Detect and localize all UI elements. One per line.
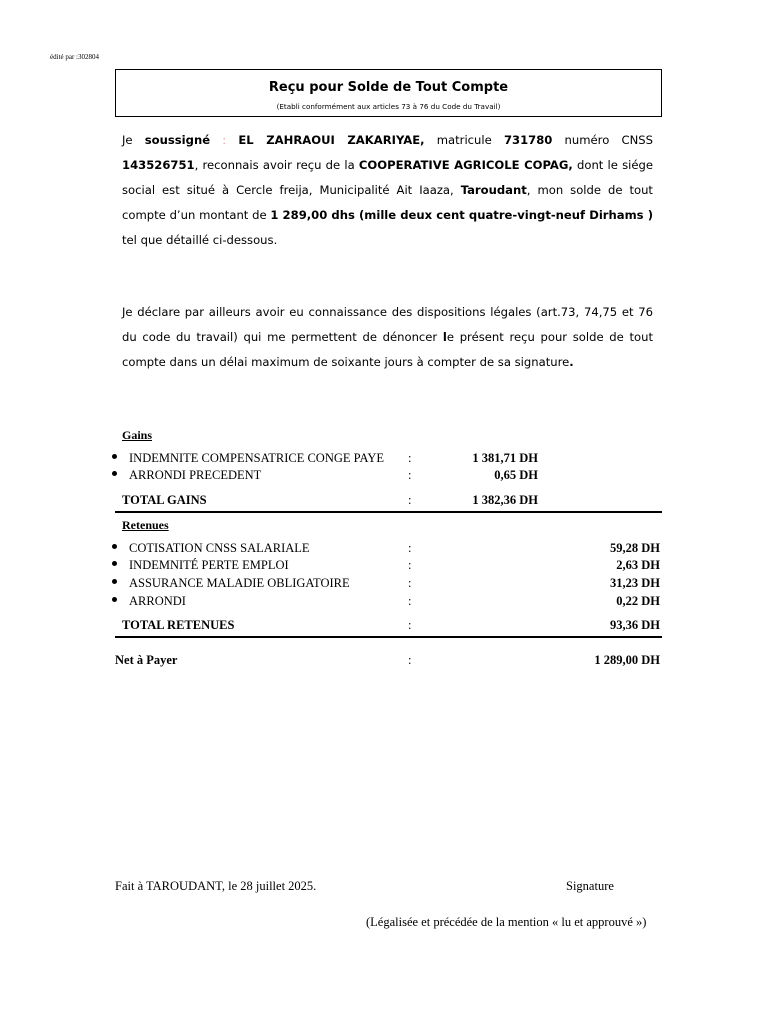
total-retenues-amount: 93,36 DH bbox=[610, 618, 660, 632]
row-colon: : bbox=[408, 618, 412, 632]
text-segment: tel que détaillé ci-dessous. bbox=[122, 233, 278, 247]
legal-paragraph bbox=[122, 300, 653, 375]
row-colon: : bbox=[408, 468, 412, 482]
text-bold: soussigné bbox=[144, 133, 211, 147]
total-retenues-row bbox=[0, 617, 768, 633]
row-label: COTISATION CNSS SALARIALE bbox=[129, 541, 310, 555]
retenues-section-title: Retenues bbox=[122, 518, 169, 532]
edited-by-note: édité par :302804 bbox=[50, 53, 99, 61]
text-segment: Je déclare par ailleurs avoir eu connaissance des dispositions légales (art.73, 74,75 et 76 du code du travail) qui me permettent de dénoncer bbox=[122, 305, 653, 344]
matricule-number: 731780 bbox=[503, 133, 553, 147]
row-amount: 59,28 DH bbox=[610, 541, 660, 555]
net-to-pay-label: Net à Payer bbox=[115, 653, 178, 667]
row-amount: 2,63 DH bbox=[616, 558, 660, 572]
document-title: Reçu pour Solde de Tout Compte bbox=[268, 80, 509, 95]
row-colon: : bbox=[408, 576, 412, 590]
net-to-pay-amount: 1 289,00 DH bbox=[594, 653, 660, 667]
text-segment: : bbox=[210, 133, 239, 147]
bullet-icon bbox=[112, 471, 117, 476]
bullet-icon bbox=[112, 579, 117, 584]
row-label: INDEMNITÉ PERTE EMPLOI bbox=[129, 558, 289, 572]
signature-label: Signature bbox=[566, 879, 614, 893]
text-segment: e présent reçu pour solde de tout compte dans un délai maximum de soixante jours à compter de sa signature bbox=[122, 330, 653, 369]
total-gains-amount: 1 382,36 DH bbox=[472, 493, 538, 507]
row-colon: : bbox=[408, 541, 412, 555]
bullet-icon bbox=[112, 544, 117, 549]
employer-name: COOPERATIVE AGRICOLE COPAG, bbox=[358, 158, 573, 172]
text-segment: Je bbox=[122, 133, 145, 147]
section-divider bbox=[115, 511, 662, 513]
row-colon: : bbox=[408, 493, 412, 507]
total-retenues-label: TOTAL RETENUES bbox=[122, 618, 235, 632]
row-amount: 0,22 DH bbox=[616, 594, 660, 608]
row-colon: : bbox=[408, 558, 412, 572]
bullet-icon bbox=[112, 454, 117, 459]
table-row bbox=[0, 540, 768, 556]
row-amount: 31,23 DH bbox=[610, 576, 660, 590]
document-subtitle: (Etabli conformément aux articles 73 à 76 du Code du Travail) bbox=[276, 102, 501, 111]
place-and-date: Fait à TAROUDANT, le 28 juillet 2025. bbox=[115, 879, 317, 893]
table-row bbox=[0, 557, 768, 573]
employee-name: EL ZAHRAOUI ZAKARIYAE, bbox=[238, 133, 425, 147]
row-colon: : bbox=[408, 451, 412, 465]
table-row bbox=[0, 575, 768, 591]
row-colon: : bbox=[408, 594, 412, 608]
section-divider bbox=[115, 636, 662, 638]
row-label: ARRONDI PRECEDENT bbox=[129, 468, 262, 482]
table-row bbox=[0, 467, 768, 483]
legalization-mention: (Légalisée et précédée de la mention « lu et approuvé ») bbox=[366, 915, 647, 929]
bullet-icon bbox=[112, 597, 117, 602]
total-gains-label: TOTAL GAINS bbox=[122, 493, 207, 507]
row-label: ASSURANCE MALADIE OBLIGATOIRE bbox=[129, 576, 350, 590]
table-row bbox=[0, 593, 768, 609]
text-segment: , mon solde de tout compte d’un montant de bbox=[122, 183, 653, 222]
text-segment: , reconnais avoir reçu de la bbox=[194, 158, 359, 172]
row-label: INDEMNITE COMPENSATRICE CONGE PAYE bbox=[129, 451, 384, 465]
table-row bbox=[0, 450, 768, 466]
cnss-number: 143526751 bbox=[122, 158, 195, 172]
row-amount: 1 381,71 DH bbox=[472, 451, 538, 465]
declaration-paragraph bbox=[122, 128, 653, 253]
total-gains-row bbox=[0, 492, 768, 508]
row-label: ARRONDI bbox=[129, 594, 186, 608]
gains-section-title: Gains bbox=[122, 428, 153, 442]
amount-in-words: 1 289,00 dhs (mille deux cent quatre-vingt-neuf Dirhams ) bbox=[270, 208, 653, 222]
text-bold: l bbox=[442, 330, 447, 344]
city-name: Taroudant bbox=[460, 183, 527, 197]
title-box bbox=[115, 69, 662, 117]
net-to-pay-row bbox=[0, 652, 768, 668]
bullet-icon bbox=[112, 561, 117, 566]
text-segment: matricule bbox=[424, 133, 504, 147]
row-colon: : bbox=[408, 653, 412, 667]
text-segment: dont le siége social est situé à Cercle freija, Municipalité Ait Iaaza, bbox=[122, 158, 653, 197]
row-amount: 0,65 DH bbox=[494, 468, 538, 482]
text-bold: . bbox=[569, 355, 574, 369]
text-segment: numéro CNSS bbox=[552, 133, 653, 147]
